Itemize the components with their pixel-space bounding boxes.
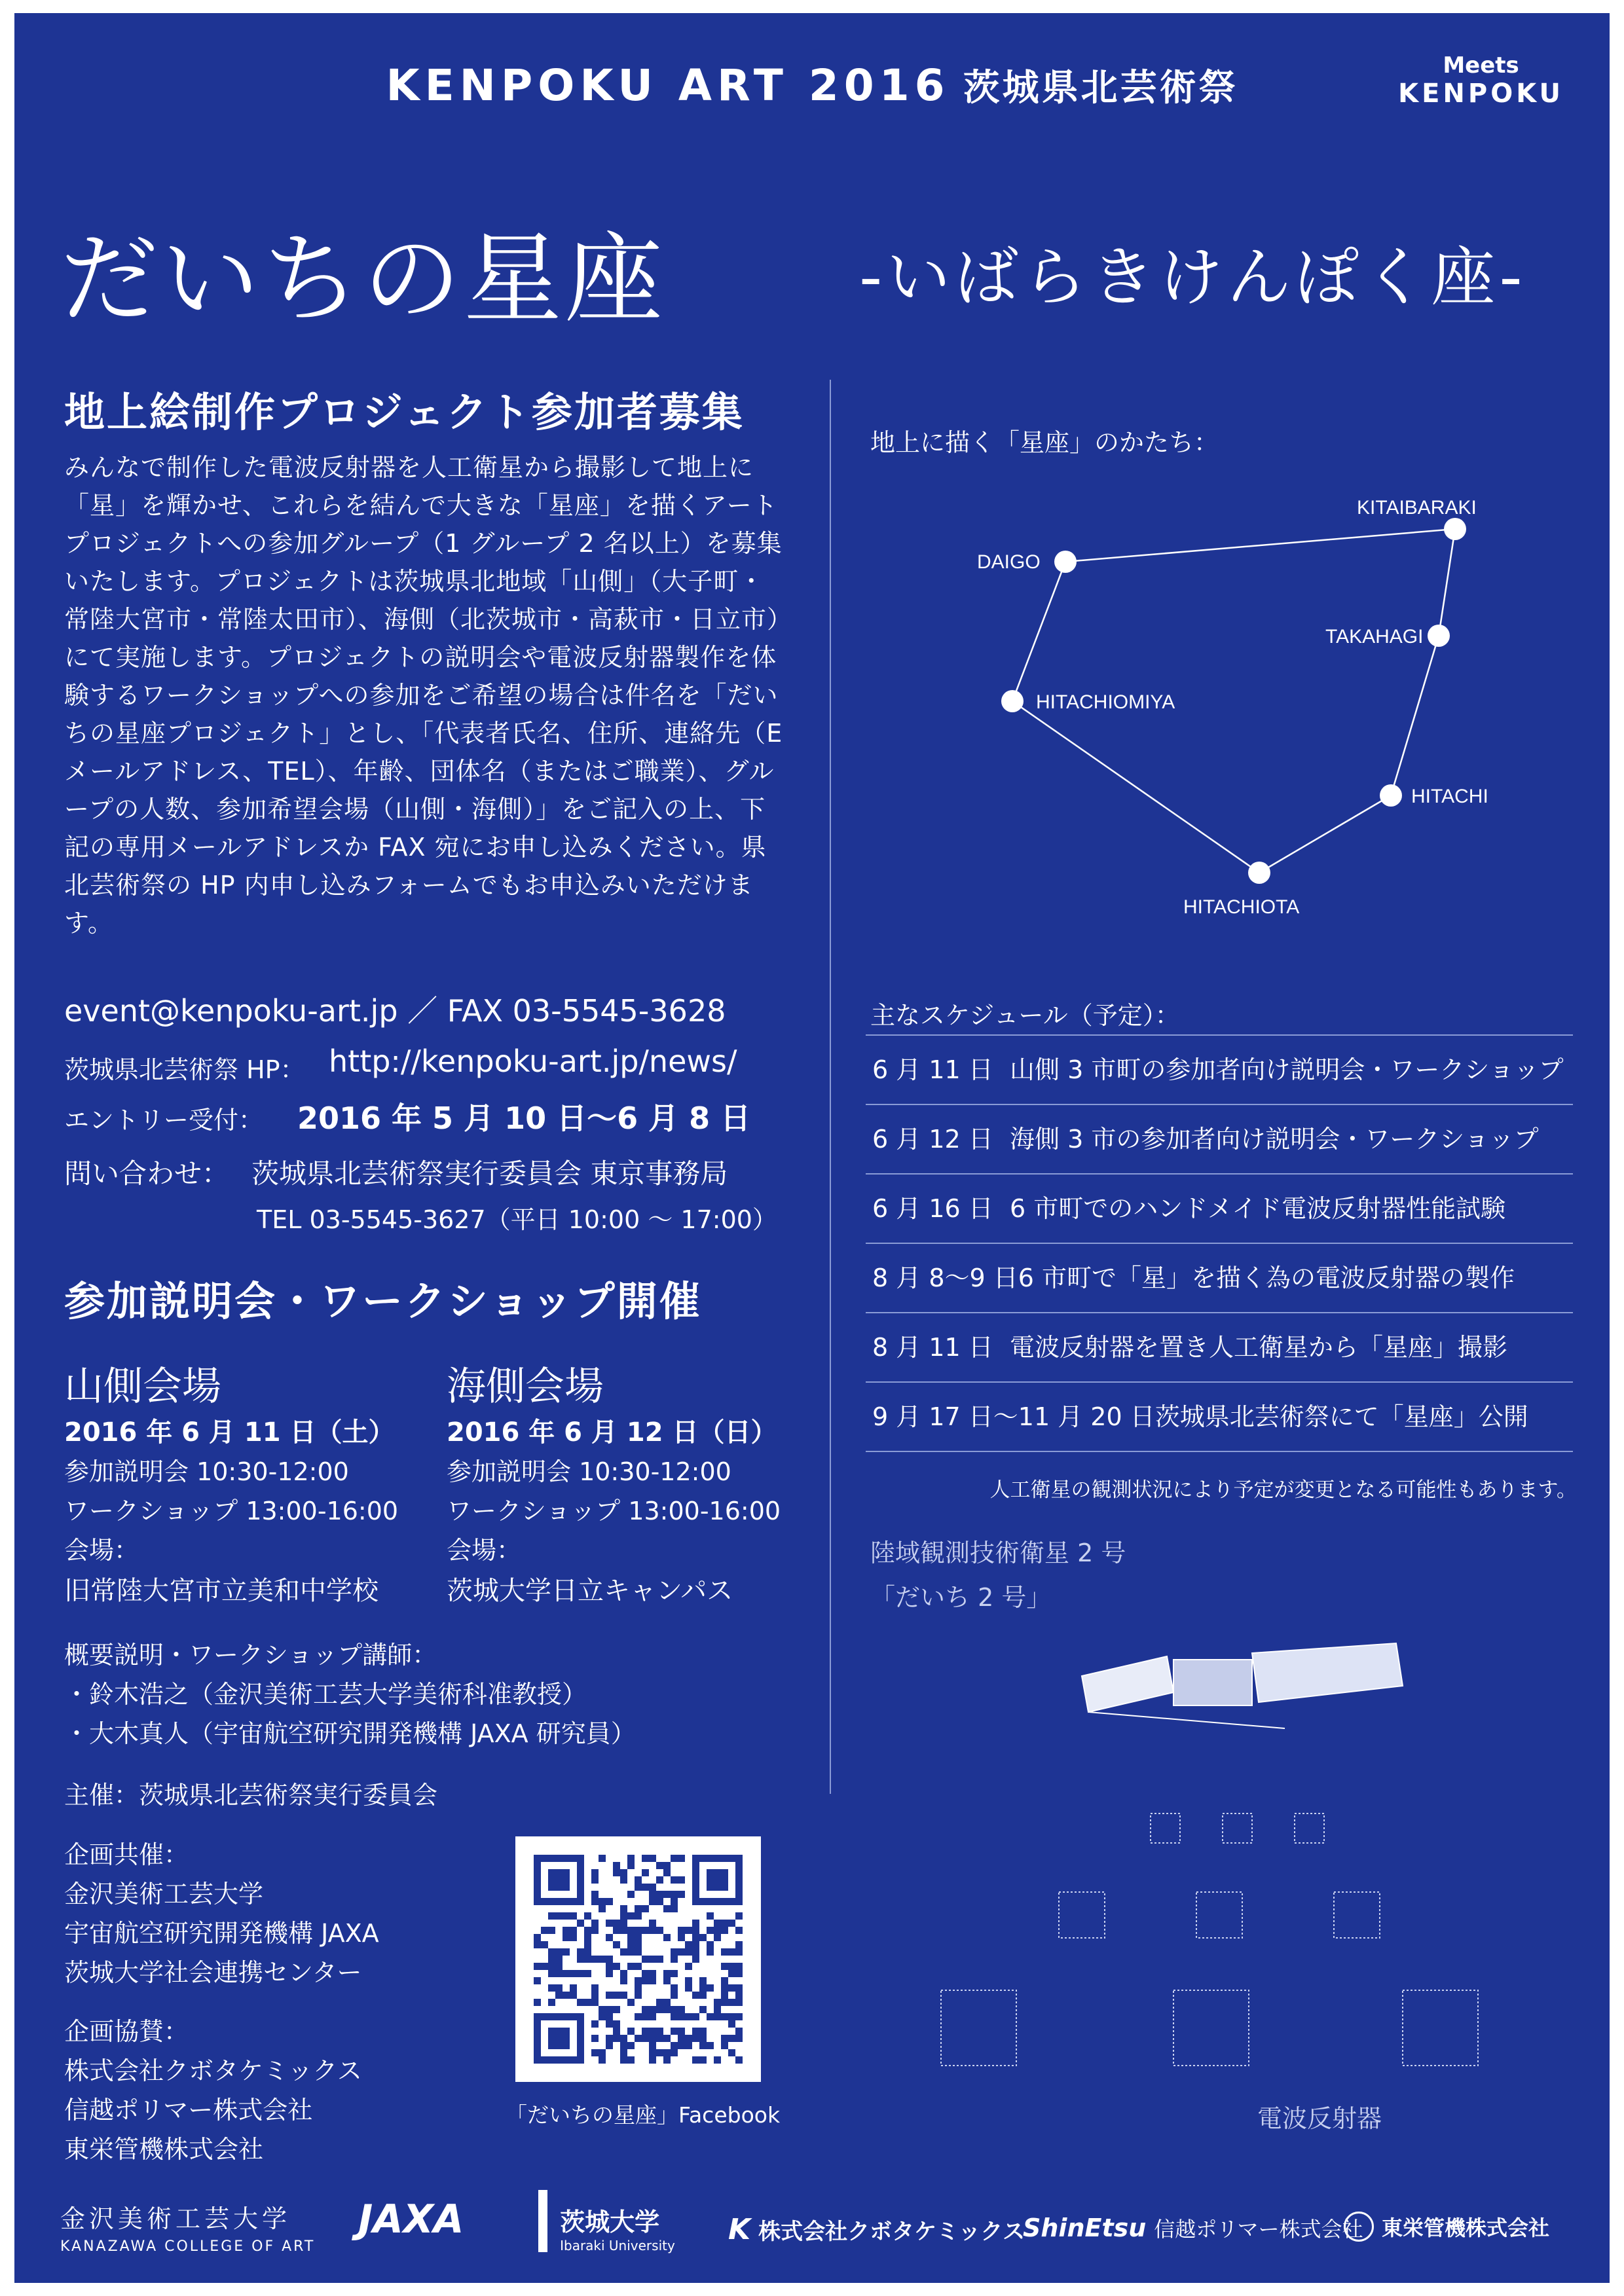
satellite-line2: 「だいち 2 号」 [870,1583,1052,1612]
logo-jp: 茨城県北芸術祭 [963,67,1238,109]
star-hitachiota [1248,862,1270,884]
star-hitachi [1380,784,1402,807]
toei-name: 東栄管機株式会社 [1382,2215,1550,2240]
email-fax[interactable]: event@kenpoku-art.jp ／ FAX 03-5545-3628 [64,993,726,1029]
sea-venue-label: 会場： [447,1536,522,1565]
schedule-row [866,1105,1573,1175]
jaxa-logo: JAXA [358,2196,464,2242]
mountain-venue: 旧常陸大宮市立美和中学校 [64,1576,378,1606]
schedule-row [866,1383,1573,1452]
shinetsu-logo [1023,2213,1363,2243]
schedule-title: 主なスケジュール（予定）： [870,1001,1180,1030]
main-title: だいちの星座 [60,223,666,337]
logo-text: KENPOKU ART 2016 [386,60,950,111]
schedule-event: 6 市町で「星」を描く為の電波反射器の製作 [1018,1264,1515,1292]
workshop-heading: 参加説明会・ワークショップ開催 [64,1277,702,1325]
inquiry-org: 茨城県北芸術祭実行委員会 東京事務局 [251,1157,728,1190]
kanazawa-en: KANAZAWA COLLEGE OF ART [60,2238,316,2255]
label-hitachiomiya: HITACHIOMIYA [1036,691,1175,713]
sea-workshop: ワークショップ 13:00-16:00 [447,1497,781,1525]
meets-line1: Meets [1443,52,1519,79]
mountain-briefing: 参加説明会 10:30-12:00 [64,1457,349,1486]
schedule-event: 6 市町でのハンドメイド電波反射器性能試験 [1010,1194,1506,1223]
sponsor-item: 東栄管機株式会社 [64,2135,264,2164]
schedule-note: 人工衛星の観測状況により予定が変更となる可能性もあります。 [989,1478,1577,1502]
sub-title: -いばらきけんぽく座- [859,240,1526,315]
schedule-row [866,1244,1573,1313]
toei-mark-icon [1344,2212,1374,2242]
schedule-date: 6 月 11 日 [872,1055,993,1084]
schedule-row [866,1313,1573,1383]
lecturer-item: ・鈴木浩之（金沢美術工芸大学美術科准教授） [64,1680,587,1709]
shinetsu-mark: ShinEtsu [1023,2214,1147,2242]
star-hitachiomiya [1001,690,1024,712]
cohost-item: 茨城大学社会連携センター [64,1958,362,1987]
schedule-date: 8 月 8〜9 日 [872,1264,1018,1292]
facebook-qr-code[interactable] [515,1836,761,2082]
satellite-icon [1075,1630,1416,1735]
star-daigo [1054,551,1077,573]
recruit-text: みんなで制作した電波反射器を人工衛星から撮影して地上に「星」を輝かせ、これらを結んで大きな「星座」を描くアートプロジェクトへの参加グループ（1 グループ 2 名以上）を募集いたします。プロジェクトは茨城県北地域「山側」（大子町・常陸大宮市・常陸太田市）、海側（北茨城市・高萩市・日立市）にて実施します。プロジェクトの説明会や電波反射器製作を体験するワークショップへの参加をご希望の場合は件名を「だいちの星座プロジェクト」とし、「代表者氏名、住所、連絡先（E メールアドレス、TEL）、年齢、団体名（またはご職業）、グループの人数、参加希望会場（山側・海側）」をご記入の上、下記の専用メールアドレスか FAX 宛にお申し込みください。県北芸術祭の HP 内申し込みフォームでもお申込みいただけます。 [64,453,783,938]
column-divider [830,380,831,1794]
mountain-date: 2016 年 6 月 11 日（土） [64,1417,395,1448]
schedule-row [866,1175,1573,1244]
sea-venue: 茨城大学日立キャンパス [447,1576,733,1606]
schedule-date: 8 月 11 日 [872,1333,993,1362]
sea-venue-title: 海側会場 [447,1364,604,1410]
schedule-event: 茨城県北芸術祭にて「星座」公開 [1154,1402,1528,1431]
label-daigo: DAIGO [977,551,1041,573]
ibaraki-jp: 茨城大学 [560,2208,660,2236]
toei-logo [1344,2212,1549,2242]
schedule-event: 山側 3 市町の参加者向け説明会・ワークショップ [1010,1055,1564,1084]
ibaraki-en: Ibaraki University [560,2238,675,2253]
schedule-date: 6 月 16 日 [872,1194,993,1223]
sponsor-item: 信越ポリマー株式会社 [64,2096,313,2124]
kubota-mark-icon: K [728,2213,751,2246]
inquiry-label: 問い合わせ： [64,1157,230,1190]
organizer: 主催：茨城県北芸術祭実行委員会 [64,1781,438,1810]
mountain-venue-label: 会場： [64,1536,139,1565]
label-hitachiota: HITACHIOTA [1183,896,1300,918]
schedule-date: 9 月 17 日〜11 月 20 日 [872,1402,1155,1431]
schedule-table [866,1034,1573,1452]
map-title: 地上に描く「星座」のかたち： [870,428,1219,457]
entry-label: エントリー受付： [64,1106,264,1135]
cohost-heading: 企画共催： [64,1840,189,1869]
schedule-date: 6 月 12 日 [872,1125,993,1154]
star-kitaibaraki [1444,518,1466,540]
kanazawa-logo [60,2198,315,2255]
reflector-icons [918,1807,1547,2095]
sponsor-heading: 企画協賛： [64,2017,189,2046]
label-takahagi: TAKAHAGI [1325,626,1424,647]
label-kitaibaraki: KITAIBARAKI [1357,497,1477,519]
satellite-line1: 陸域観測技術衛星 2 号 [870,1539,1126,1567]
lecturer-item: ・大木真人（宇宙航空研究開発機構 JAXA 研究員） [64,1719,636,1748]
kubota-name: 株式会社クボタケミックス [758,2219,1025,2245]
poster [14,13,1610,2283]
cohost-item: 金沢美術工芸大学 [64,1880,264,1908]
meets-kenpoku-logo [1398,52,1564,109]
kenpoku-art-logo [14,59,1610,111]
recruit-body [64,448,784,942]
hp-label: 茨城県北芸術祭 HP： [64,1055,305,1084]
sea-briefing: 参加説明会 10:30-12:00 [447,1457,731,1486]
reflector-caption: 電波反射器 [1257,2104,1382,2133]
hp-url[interactable]: http://kenpoku-art.jp/news/ [329,1044,737,1079]
label-hitachi: HITACHI [1411,786,1488,807]
kubota-logo [728,2213,1025,2246]
schedule-event: 海側 3 市の参加者向け説明会・ワークショップ [1010,1125,1539,1154]
star-takahagi [1428,625,1450,647]
mountain-workshop: ワークショップ 13:00-16:00 [64,1497,399,1525]
ibaraki-mark-icon [538,2190,547,2252]
qr-icon [515,1836,761,2082]
meets-line2: KENPOKU [1398,79,1564,109]
mountain-venue-title: 山側会場 [64,1364,221,1410]
qr-caption: 「だいちの星座」Facebook [506,2102,781,2128]
entry-dates: 2016 年 5 月 10 日〜6 月 8 日 [297,1101,751,1136]
kanazawa-jp: 金沢美術工芸大学 [60,2204,291,2233]
cohost-item: 宇宙航空研究開発機構 JAXA [64,1919,379,1948]
sponsor-item: 株式会社クボタケミックス [64,2056,362,2085]
shinetsu-name: 信越ポリマー株式会社 [1154,2217,1363,2242]
inquiry-tel: TEL 03-5545-3627（平日 10:00 〜 17:00） [257,1205,777,1234]
lecturers-heading: 概要説明・ワークショップ講師： [64,1641,437,1669]
satellite-caption [870,1531,1263,1620]
recruit-heading: 地上絵制作プロジェクト参加者募集 [64,388,745,436]
schedule-row [866,1034,1573,1105]
constellation-map [840,471,1610,943]
sea-date: 2016 年 6 月 12 日（日） [447,1417,777,1448]
schedule-event: 電波反射器を置き人工衛星から「星座」撮影 [1010,1333,1508,1362]
ibaraki-logo [538,2190,675,2253]
